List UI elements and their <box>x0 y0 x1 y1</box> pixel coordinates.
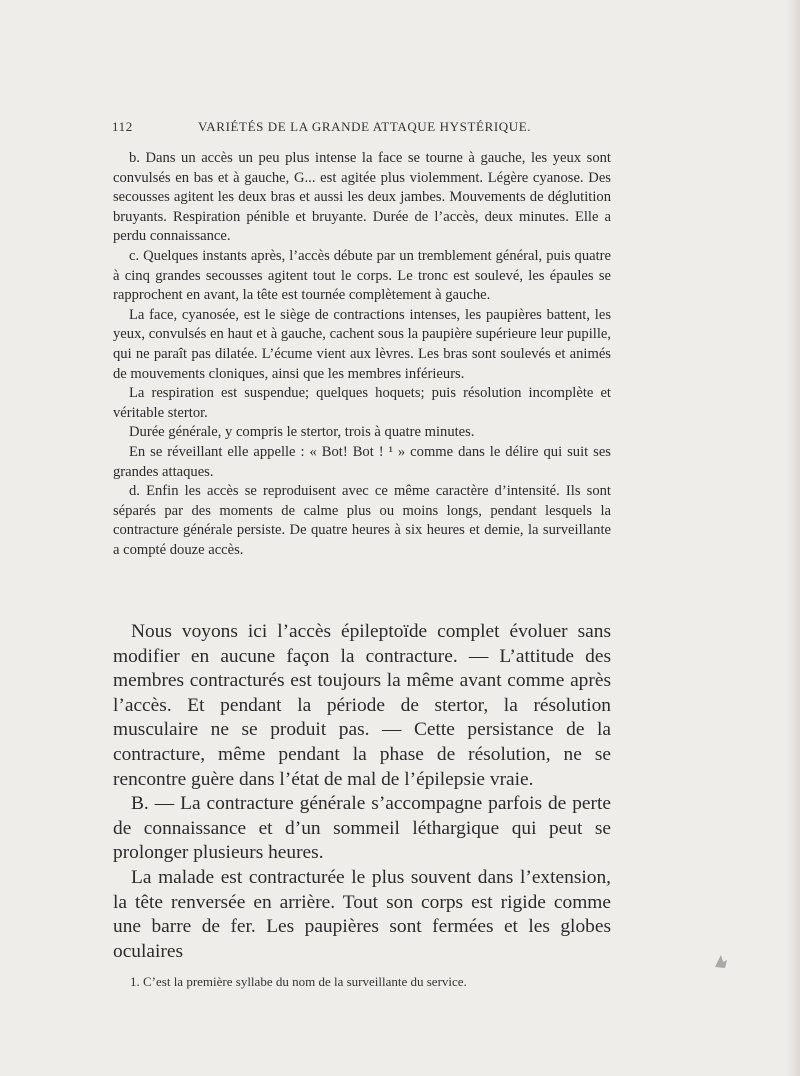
paragraph: En se réveillant elle appelle : « Bot! Bot ! ¹ » comme dans le délire qui suit ses grandes attaques. <box>113 443 611 480</box>
footnote: 1. C’est la première syllabe du nom de la surveillante du service. <box>130 974 467 989</box>
ink-mark-icon <box>712 952 730 970</box>
paragraph: b. Dans un accès un peu plus intense la face se tourne à gauche, les yeux sont convulsés en bas et à gauche, G... est agitée plus violemment. Légère cyanose. Des secousses agitent les deux bras et aussi les deux jambes. Mouvements de déglutition bruyants. Respiration pénible et bruyante. Durée de l’accès, deux minutes. Elle a perdu connaissance. <box>113 150 611 245</box>
paragraph: Durée générale, y compris le stertor, trois à quatre minutes. <box>129 424 475 441</box>
main-text-block <box>113 620 611 964</box>
paragraph: c. Quelques instants après, l’accès débute par un tremblement général, puis quatre à cinq grandes secousses agitent tout le corps. Le tronc est soulevé, les épaules se rapprochent en avant, la tête est tournée complètement à gauche. <box>113 247 611 304</box>
paragraph: La malade est contracturée le plus souvent dans l’extension, la tête renversée en arrière. Tout son corps est rigide comme une barre de fer. Les paupières sont fermées et les globes oculaires <box>113 866 611 962</box>
case-notes-block <box>113 149 611 560</box>
page-number: 112 <box>112 119 133 134</box>
paragraph: d. Enfin les accès se reproduisent avec ce même caractère d’intensité. Ils sont séparés par des moments de calme plus ou moins longs, pendant lesquels la contracture générale persiste. De quatre heures à six heures et demie, la surveillante a compté douze accès. <box>113 483 611 558</box>
page-edge-shadow <box>786 0 800 1076</box>
paragraph: La respiration est suspendue; quelques hoquets; puis résolution incomplète et véritable stertor. <box>113 385 611 421</box>
paragraph: B. — La contracture générale s’accompagne parfois de perte de connaissance et d’un sommeil léthargique qui peut se prolonger plusieurs heures. <box>113 793 611 864</box>
running-title: VARIÉTÉS DE LA GRANDE ATTAQUE HYSTÉRIQUE. <box>198 119 532 134</box>
paragraph: La face, cyanosée, est le siège de contractions intenses, les paupières battent, les yeux, convulsés en haut et à gauche, cachent sous la paupière supérieure leur pupille, qui ne paraît pas dilatée. L’écume vient aux lèvres. Les bras sont soulevés et animés de mouvements cloniques, ainsi que les membres inférieurs. <box>113 306 611 382</box>
paragraph: Nous voyons ici l’accès épileptoïde complet évoluer sans modifier en aucune façon la contracture. — L’attitude des membres contracturés est toujours la même avant comme après l’accès. Et pendant la période de stertor, la résolution musculaire ne se produit pas. — Cette persistance de la contracture, même pendant la phase de résolution, ne se rencontre guère dans l’état de mal de l’épilepsie vraie. <box>113 621 611 790</box>
